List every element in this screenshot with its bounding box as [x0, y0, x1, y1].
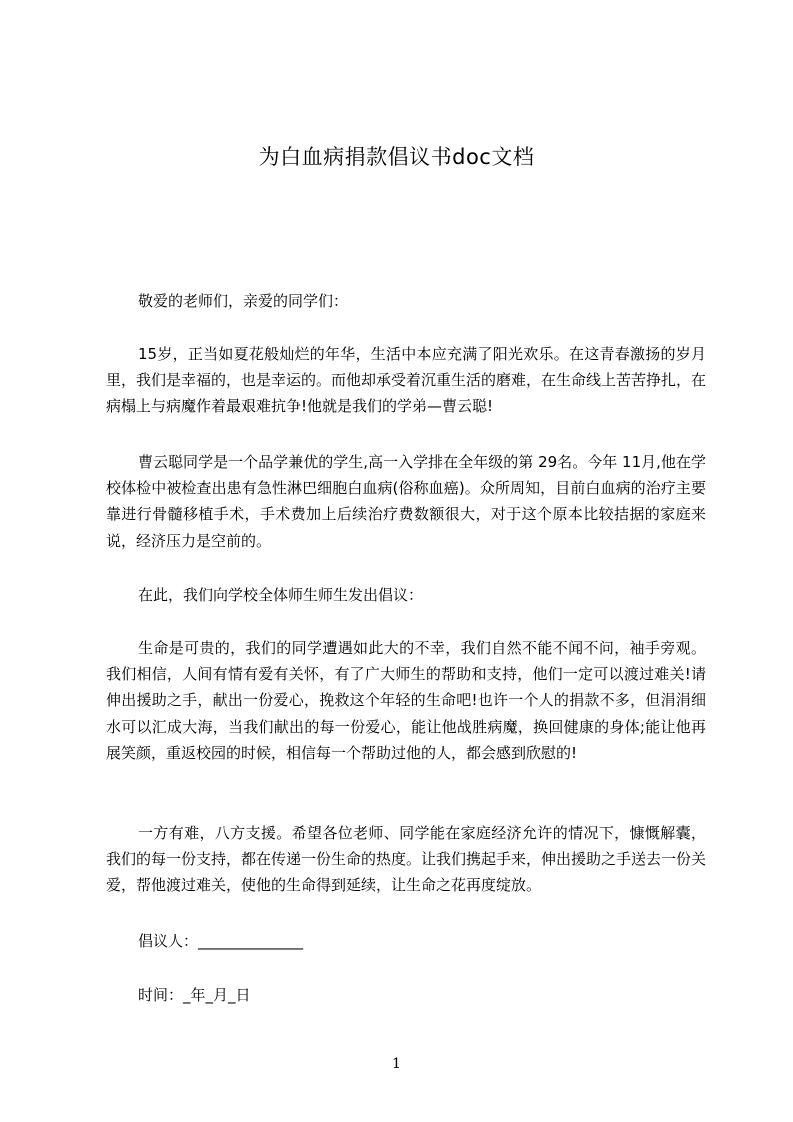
- document-title: 为白血病捐款倡议书doc文档: [258, 145, 535, 169]
- paragraph-proposal-lead: 在此，我们向学校全体师生师生发出倡议：: [138, 586, 424, 604]
- initiator-line: 倡议人：______________: [138, 932, 304, 950]
- paragraph-intro: 15岁，正当如夏花般灿烂的年华，生活中本应充满了阳光欢乐。在这青春激扬的岁月里，我们是幸福的，也是幸运的。而他却承受着沉重生活的磨难，在生命线上苦苦挣扎，在病榻上与病魔作着最艰难抗争!他就是我们的学弟—曹云聪!: [106, 345, 707, 416]
- date-line: 时间：_年_月_日: [138, 986, 251, 1004]
- page-number: 1: [392, 1056, 401, 1072]
- salutation: 敬爱的老师们，亲爱的同学们：: [138, 292, 349, 310]
- paragraph-background: 曹云聪同学是一个品学兼优的学生,高一入学排在全年级的第 29名。今年 11月,他在学校体检中被检查出患有急性淋巴细胞白血病(俗称血癌)。众所周知，目前白血病的治疗主要靠进行骨髓移植手术，手术费加上后续治疗费数额很大，对于这个原本比较拮据的家庭来说，经济压力是空前的。: [106, 453, 706, 550]
- paragraph-appeal: 生命是可贵的，我们的同学遭遇如此大的不幸，我们自然不能不闻不问，袖手旁观。我们相信，人间有情有爱有关怀，有了广大师生的帮助和支持，他们一定可以渡过难关!请伸出援助之手，献出一份爱心，挽救这个年轻的生命吧!也许一个人的捐款不多，但涓涓细水可以汇成大海，当我们献出的每一份爱心，能让他战胜病魔，换回健康的身体;能让他再展笑颜，重返校园的时候，相信每一个帮助过他的人，都会感到欣慰的!: [106, 639, 706, 762]
- paragraph-closing: 一方有难，八方支援。希望各位老师、同学能在家庭经济允许的情况下，慷慨解囊，我们的每一份支持，都在传递一份生命的热度。让我们携起手来，伸出援助之手送去一份关爱，帮他渡过难关，使他的生命得到延续，让生命之花再度绽放。: [106, 824, 707, 895]
